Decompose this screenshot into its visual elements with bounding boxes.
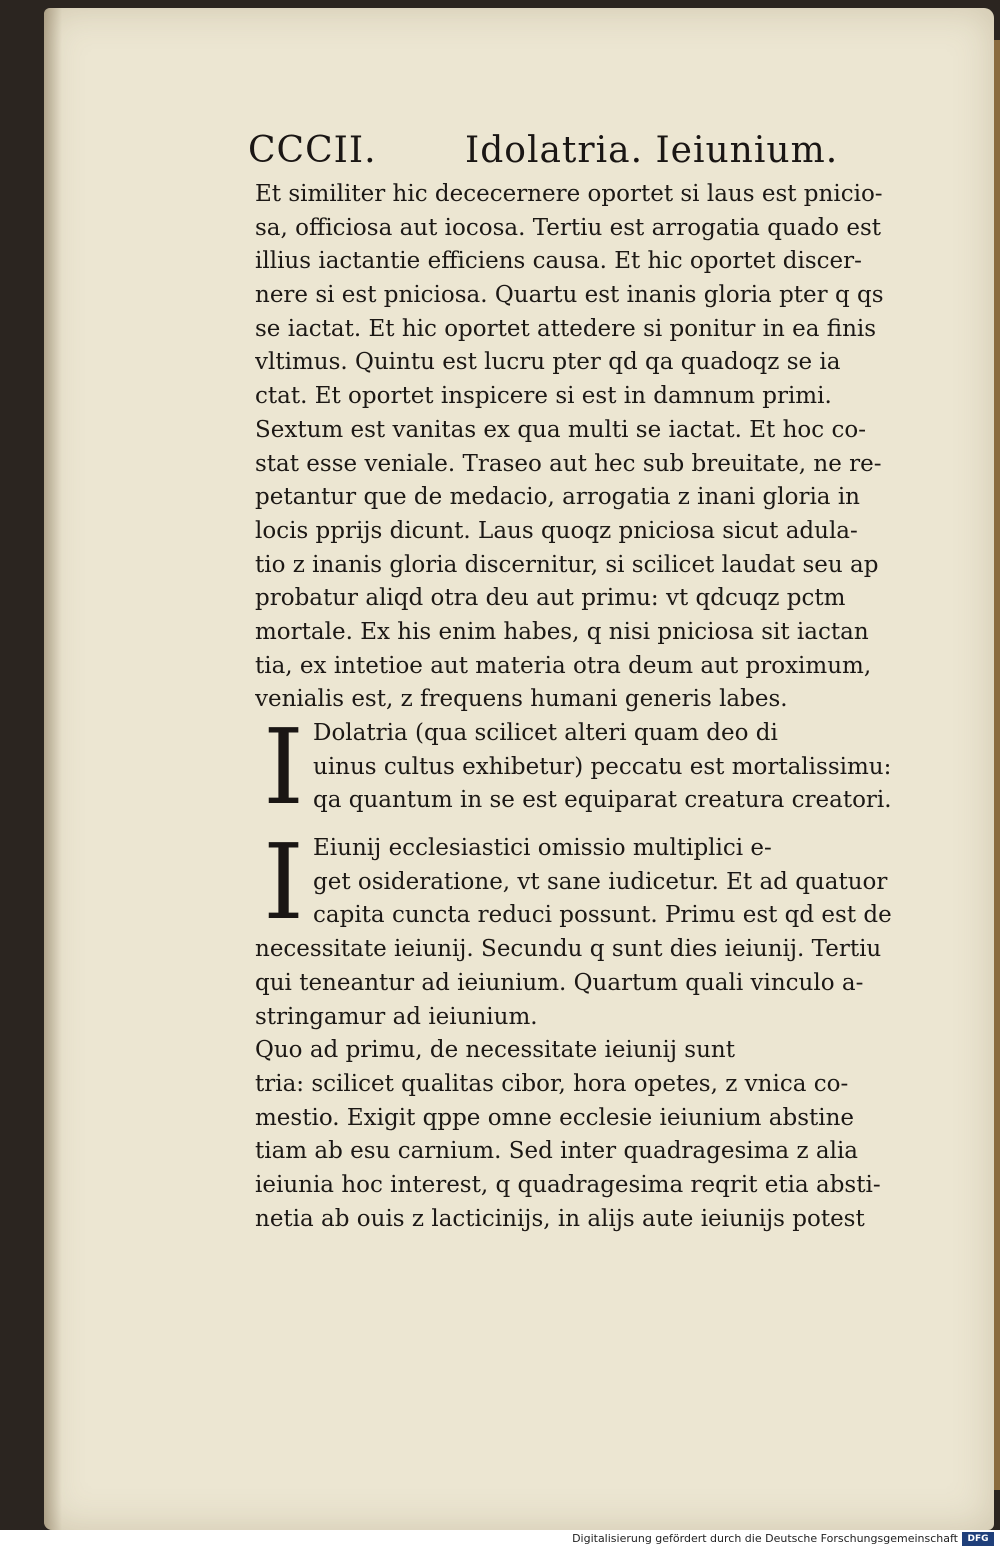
funding-credit: Digitalisierung gefördert durch die Deutsche Forschungsgemeinschaft: [572, 1532, 958, 1545]
text-line: nere si est pniciosa. Quartu est inanis gloria pter q qs: [255, 282, 884, 309]
page-text: [255, 178, 965, 1236]
text-line: ctat. Et oportet inspicere si est in damnum primi.: [255, 383, 832, 410]
text-line: Et similiter hic dececernere oportet si laus est pnicio-: [255, 181, 883, 207]
text-line: illius iactantie efficiens causa. Et hic oportet discer-: [255, 248, 862, 275]
text-line: Dolatria (qua scilicet alteri quam deo di: [313, 720, 778, 746]
text-line: tio z inanis gloria discernitur, si scilicet laudat seu ap: [255, 551, 879, 578]
text-line: petantur que de medacio, arrogatia z inani gloria in: [255, 484, 860, 511]
running-title: Idolatria. Ieiunium.: [465, 130, 839, 171]
paragraph-ieiunium: [255, 821, 965, 1034]
text-line: probatur aliqd otra deu aut primu: vt qdcuqz pctm: [255, 585, 846, 612]
text-line: capita cuncta reduci possunt. Primu est qd est de: [313, 902, 892, 929]
text-line: tiam ab esu carnium. Sed inter quadragesima z alia: [255, 1138, 859, 1165]
text-line: sa, officiosa aut iocosa. Tertiu est arrogatia quado est: [255, 214, 881, 241]
text-line: mortale. Ex his enim habes, q nisi pniciosa sit iactan: [255, 618, 869, 645]
text-line: venialis est, z frequens humani generis labes.: [255, 686, 788, 713]
text-line: stringamur ad ieiunium.: [255, 1003, 538, 1030]
text-line: vltimus. Quintu est lucru pter qd qa quadoqz se ia: [255, 349, 841, 376]
paragraph-necessitas: [255, 1034, 965, 1236]
text-line: qa quantum in se est equiparat creatura creatori.: [313, 787, 892, 814]
drop-initial: I: [263, 706, 305, 828]
text-line: get osideratione, vt sane iudicetur. Et ad quatuor: [313, 868, 888, 895]
text-line: locis pprijs dicunt. Laus quoqz pniciosa sicut adula-: [255, 517, 858, 544]
text-line: tia, ex intetioe aut materia otra deum aut proximum,: [255, 652, 872, 679]
text-line: uinus cultus exhibetur) peccatu est mortalissimu:: [313, 753, 892, 780]
digitization-footer: [0, 1530, 1000, 1549]
text-line: ieiunia hoc interest, q quadragesima reqrit etia absti-: [255, 1171, 881, 1198]
dfg-logo-icon: DFG: [962, 1532, 994, 1546]
page-header: [240, 130, 880, 180]
text-line: netia ab ouis z lacticinijs, in alijs aute ieiunijs potest: [255, 1205, 865, 1232]
drop-initial: I: [263, 821, 305, 944]
text-line: Sextum est vanitas ex qua multi se iactat. Et hoc co-: [255, 416, 866, 443]
folio-number: CCCII.: [248, 130, 377, 171]
text-line: necessitate ieiunij. Secundu q sunt dies ieiunij. Tertiu: [255, 936, 882, 963]
text-line: stat esse veniale. Traseo aut hec sub breuitate, ne re-: [255, 450, 882, 477]
text-line: se iactat. Et hic oportet attedere si ponitur in ea finis: [255, 315, 877, 342]
text-line: qui teneantur ad ieiunium. Quartum quali vinculo a-: [255, 969, 864, 996]
text-line: tria: scilicet qualitas cibor, hora opetes, z vnica co-: [255, 1070, 849, 1097]
text-line: mestio. Exigit qppe omne ecclesie ieiunium abstine: [255, 1104, 855, 1131]
text-line: Quo ad primu, de necessitate ieiunij sunt: [255, 1037, 735, 1064]
text-line: Eiunij ecclesiastici omissio multiplici e-: [313, 835, 772, 862]
paragraph-idolatria: [255, 706, 965, 828]
paragraph-iactantia: [255, 178, 965, 717]
